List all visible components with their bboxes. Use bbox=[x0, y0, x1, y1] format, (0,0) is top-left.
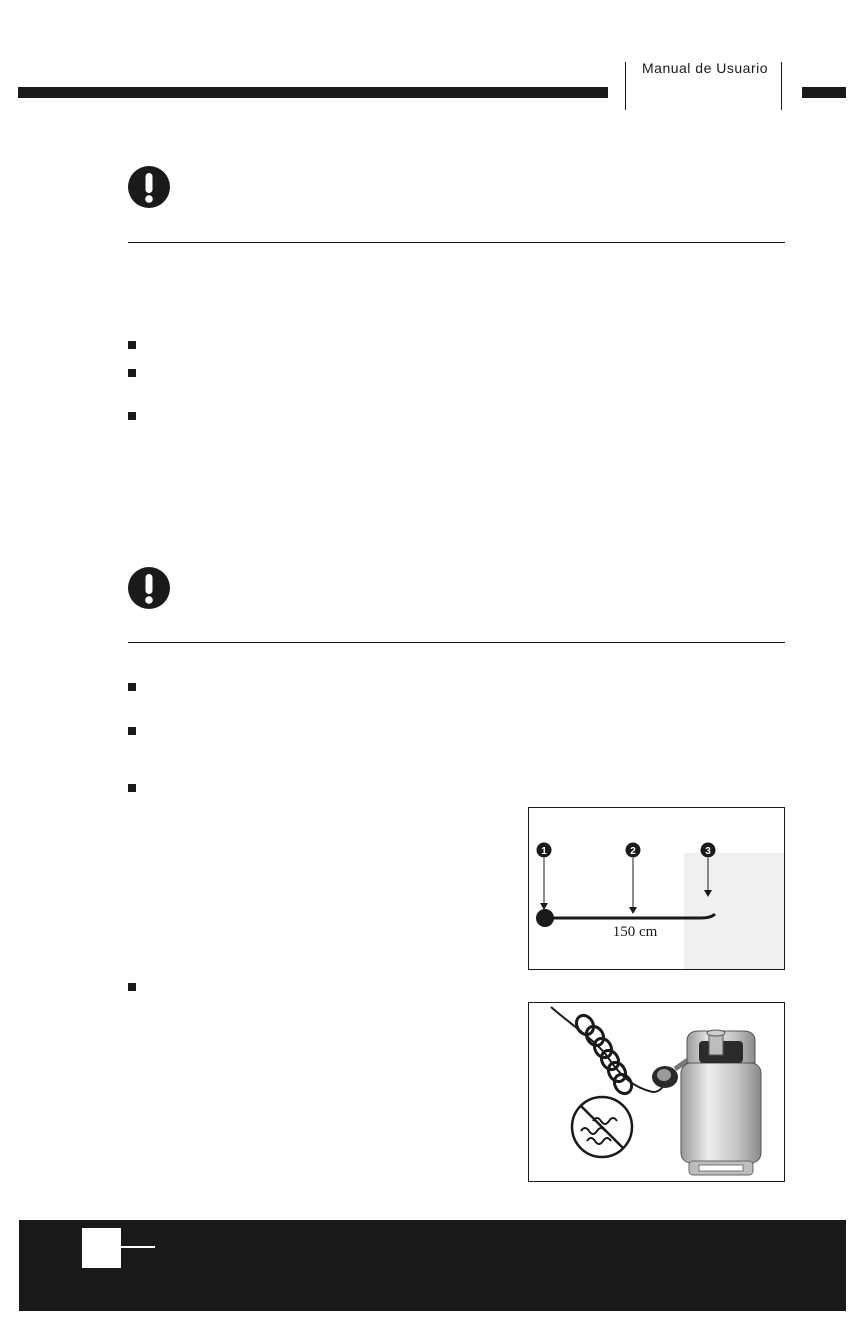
header-bar-left bbox=[18, 87, 608, 98]
gas-cylinder-figure bbox=[528, 1002, 785, 1182]
svg-text:1: 1 bbox=[541, 846, 547, 857]
list-bullet bbox=[128, 369, 136, 377]
hose-length-label: 150 cm bbox=[612, 924, 658, 940]
footer-bar bbox=[19, 1220, 846, 1311]
list-bullet bbox=[128, 983, 136, 991]
hose-length-figure bbox=[528, 807, 785, 970]
page-number-box bbox=[82, 1228, 121, 1268]
hose-length-diagram bbox=[529, 808, 784, 969]
gas-cylinder bbox=[681, 1030, 761, 1175]
list-bullet bbox=[128, 412, 136, 420]
list-bullet bbox=[128, 683, 136, 691]
section-divider bbox=[128, 242, 785, 243]
marker-2 bbox=[626, 843, 641, 915]
marker-1 bbox=[537, 843, 552, 911]
warning-icon bbox=[127, 165, 171, 209]
hose-coils bbox=[573, 1012, 635, 1096]
section-divider bbox=[128, 642, 785, 643]
appliance-area bbox=[684, 853, 784, 969]
warning-icon bbox=[127, 566, 171, 610]
header-divider-left bbox=[625, 62, 626, 110]
no-coiled-hose-icon bbox=[572, 1097, 632, 1157]
list-bullet bbox=[128, 784, 136, 792]
svg-text:3: 3 bbox=[705, 846, 711, 857]
regulator-end bbox=[536, 909, 554, 927]
gas-cylinder-illustration bbox=[529, 1003, 784, 1181]
header-bar-right bbox=[802, 87, 846, 98]
page-number-rule bbox=[121, 1246, 155, 1248]
list-bullet bbox=[128, 727, 136, 735]
header-title: Manual de Usuario bbox=[642, 60, 769, 76]
list-bullet bbox=[128, 341, 136, 349]
svg-text:2: 2 bbox=[630, 846, 636, 857]
header-divider-right bbox=[781, 62, 782, 110]
